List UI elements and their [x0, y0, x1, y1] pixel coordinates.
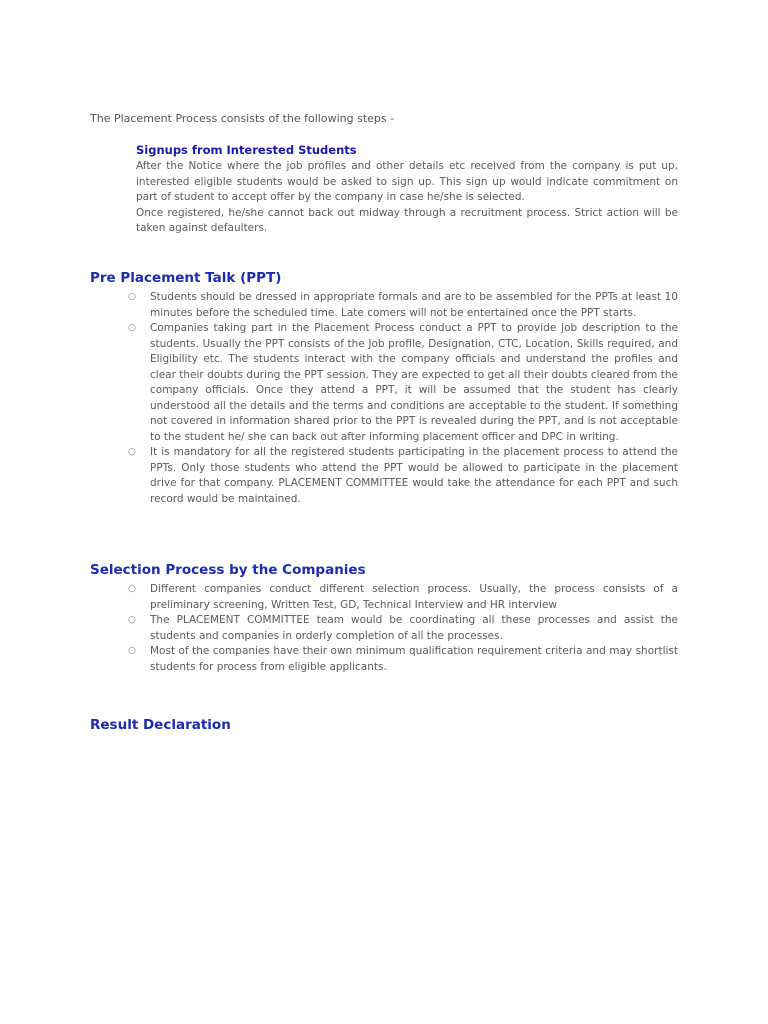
bullet-icon: ○	[128, 584, 136, 594]
bullet-icon: ○	[128, 292, 136, 302]
signups-paragraph-2: Once registered, he/she cannot back out midway through a recruitment process. Strict action will be taken against defaulters.	[136, 206, 678, 234]
bullet-icon: ○	[128, 646, 136, 656]
list-item-text: Most of the companies have their own minimum qualification requirement criteria and may shortlist students for process from eligible applicants.	[150, 645, 678, 673]
ppt-title: Pre Placement Talk (PPT)	[90, 270, 282, 286]
list-item-text: The PLACEMENT COMMITTEE team would be coordinating all these processes and assist the students and companies in orderly completion of all the processes.	[150, 614, 678, 642]
signups-section	[136, 143, 678, 237]
list-item-text: Students should be dressed in appropriate formals and are to be assembled for the PPTs at least 10 minutes before the scheduled time. Late comers will not be entertained once the PPT starts.	[150, 291, 678, 319]
intro-text: The Placement Process consists of the following steps -	[90, 112, 395, 125]
list-item	[128, 582, 678, 613]
list-item	[128, 613, 678, 644]
list-item-text: Companies taking part in the Placement Process conduct a PPT to provide job description to the students. Usually the PPT consists of the Job profile, Designation, CTC, Location, Skills required, and Eligibility etc. The students interact with the company officials and understand the profiles and clear their doubts during the PPT session. They are expected to get all their doubts cleared from the company officials. Once they attend a PPT, it will be assumed that the student has clearly understood all the details and the terms and conditions are acceptable to the student. If something not covered in information shared prior to the PPT is revealed during the PPT, and is not acceptable to the student he/ she can back out after informing placement officer and DPC in writing.	[150, 322, 678, 443]
list-item-text: Different companies conduct different selection process. Usually, the process consists of a preliminary screening, Written Test, GD, Technical Interview and HR interview	[150, 583, 678, 611]
bullet-icon: ○	[128, 323, 136, 333]
signups-paragraph-1: After the Notice where the job profiles and other details etc received from the company is put up, interested eligible students would be asked to sign up. This sign up would indicate commitment on part of student to accept offer by the company in case he/she is selected.	[136, 160, 678, 203]
selection-title: Selection Process by the Companies	[90, 562, 366, 578]
list-item	[128, 290, 678, 321]
ppt-list	[128, 290, 678, 507]
signups-title: Signups from Interested Students	[136, 143, 357, 157]
list-item	[128, 445, 678, 507]
list-item-text: It is mandatory for all the registered students participating in the placement process to attend the PPTs. Only those students who attend the PPT would be allowed to participate in the placement drive for that company. PLACEMENT COMMITTEE would take the attendance for each PPT and such record would be maintained.	[150, 446, 678, 505]
selection-list	[128, 582, 678, 675]
list-item	[128, 321, 678, 445]
list-item	[128, 644, 678, 675]
bullet-icon: ○	[128, 615, 136, 625]
bullet-icon: ○	[128, 447, 136, 457]
result-title: Result Declaration	[90, 717, 231, 733]
